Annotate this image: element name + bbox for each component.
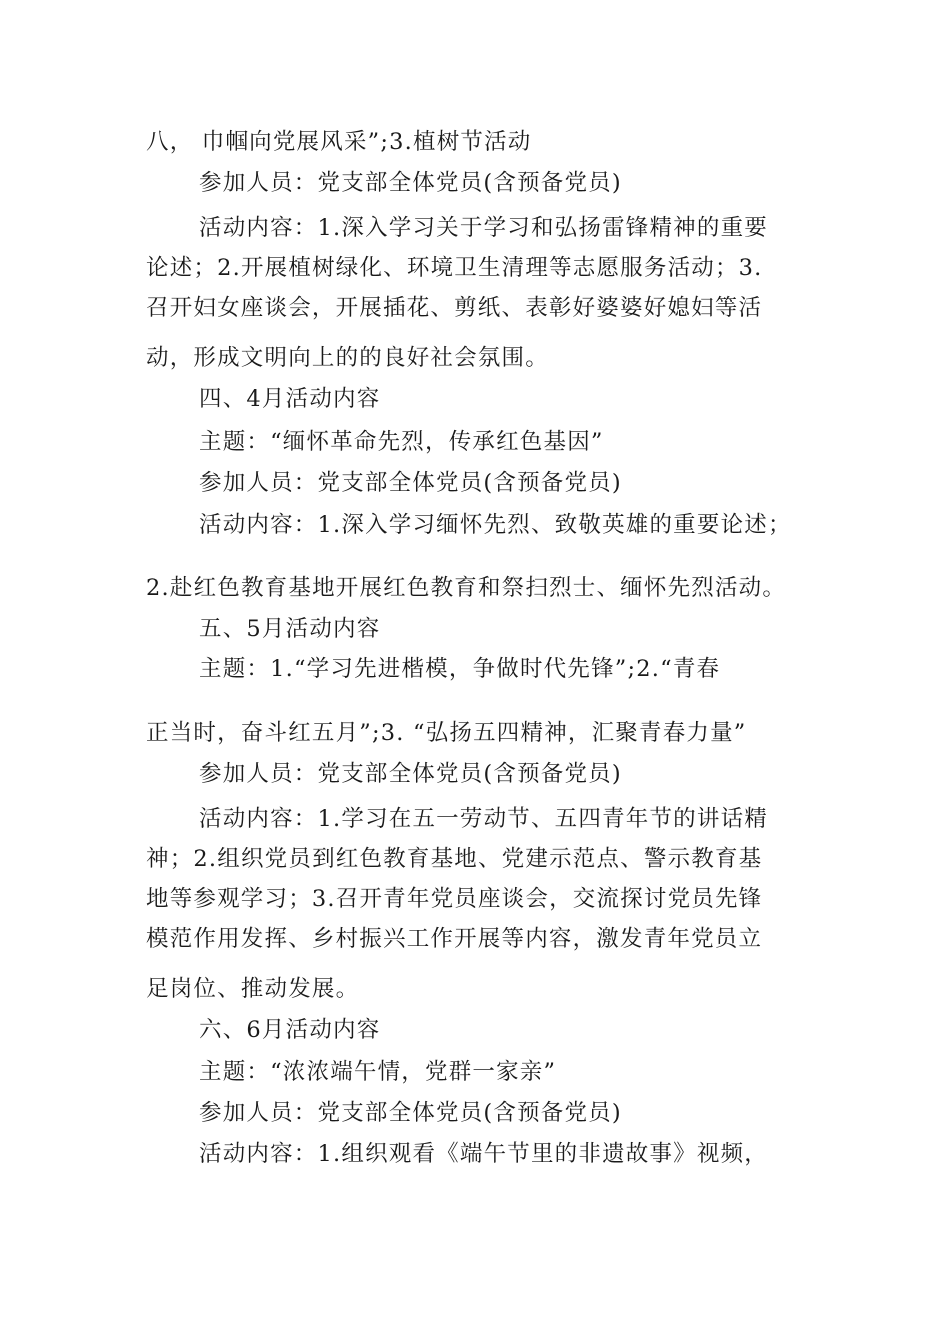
text-line: 活动内容：1.深入学习缅怀先烈、致敬英雄的重要论述； — [199, 512, 792, 538]
text-line: 主题：“浓浓端午情，党群一家亲” — [199, 1059, 557, 1085]
text-line: 活动内容：1.学习在五一劳动节、五四青年节的讲话精 — [199, 806, 768, 832]
section-heading: 六、6月活动内容 — [199, 1017, 381, 1043]
text-line: 参加人员：党支部全体党员(含预备党员) — [199, 1100, 622, 1126]
text-line: 模范作用发挥、乡村振兴工作开展等内容，激发青年党员立 — [146, 926, 763, 952]
text-line: 主题：“缅怀革命先烈，传承红色基因” — [199, 429, 604, 455]
section-heading: 四、4月活动内容 — [199, 386, 381, 412]
text-line: 八， 巾帼向党展风采”;3.植树节活动 — [146, 129, 532, 155]
text-line: 活动内容：1.深入学习关于学习和弘扬雷锋精神的重要 — [199, 215, 768, 241]
text-line: 足岗位、推动发展。 — [146, 976, 360, 1002]
text-line: 神；2.组织党员到红色教育基地、党建示范点、警示教育基 — [146, 846, 763, 872]
text-line: 参加人员：党支部全体党员(含预备党员) — [199, 761, 622, 787]
text-line: 召开妇女座谈会，开展插花、剪纸、表彰好婆婆好媳妇等活 — [146, 295, 763, 321]
section-heading: 五、5月活动内容 — [199, 616, 381, 642]
text-line: 参加人员：党支部全体党员(含预备党员) — [199, 470, 622, 496]
text-line: 地等参观学习；3.召开青年党员座谈会，交流探讨党员先锋 — [146, 886, 763, 912]
text-line: 正当时，奋斗红五月”;3. “弘扬五四精神，汇聚青春力量” — [146, 720, 747, 746]
text-line: 2.赴红色教育基地开展红色教育和祭扫烈士、缅怀先烈活动。 — [146, 575, 787, 601]
text-line: 论述；2.开展植树绿化、环境卫生清理等志愿服务活动；3. — [146, 255, 763, 281]
text-line: 参加人员：党支部全体党员(含预备党员) — [199, 170, 622, 196]
text-line: 活动内容：1.组织观看《端午节里的非遗故事》视频， — [199, 1141, 768, 1167]
text-line: 主题：1.“学习先进楷模，争做时代先锋”;2.“青春 — [199, 656, 721, 682]
text-line: 动，形成文明向上的的良好社会氛围。 — [146, 345, 549, 371]
